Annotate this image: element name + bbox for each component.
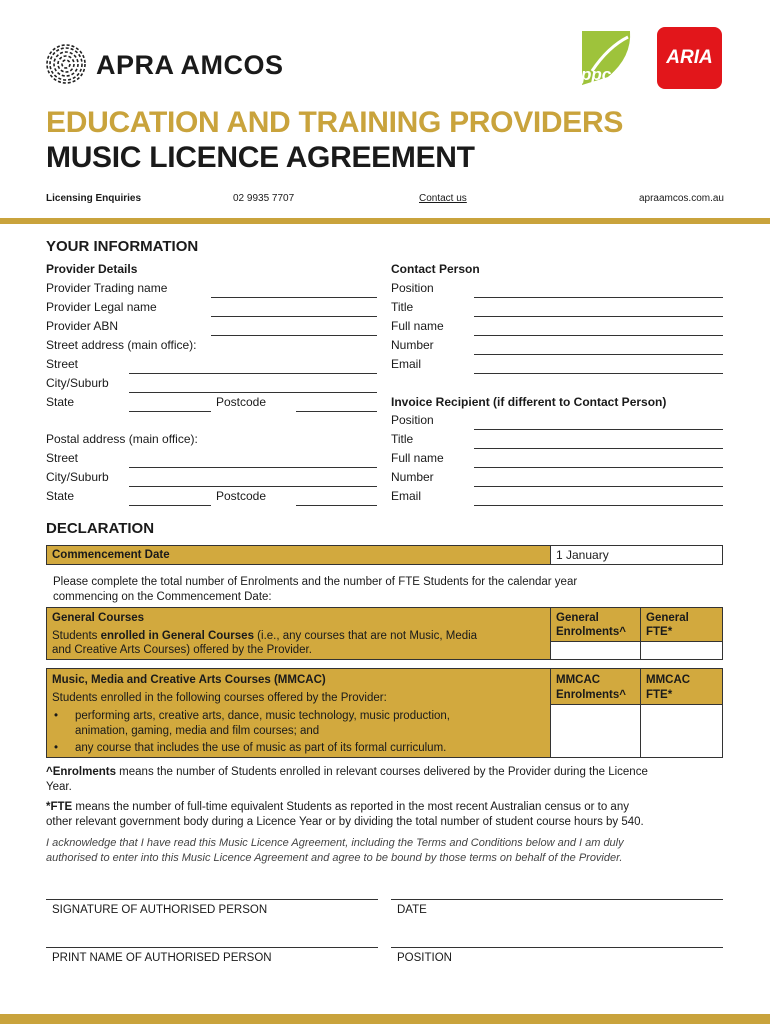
fte-note-text: means the number of full-time equivalent Students as reported in the most recent Australian census or to any [72, 801, 629, 813]
mmcac-fte-header [640, 668, 723, 705]
postcode-field[interactable] [296, 411, 377, 412]
date-field[interactable] [391, 899, 723, 900]
abn-label: Provider ABN [46, 319, 119, 333]
invoice-fullname-field[interactable] [474, 467, 723, 468]
postal-street-label: Street [46, 451, 79, 465]
mmcac-bullet1-line2: animation, gaming, media and film courses; and [75, 725, 320, 737]
general-enrolments-h2: Enrolments^ [556, 626, 626, 638]
contact-fullname-label: Full name [391, 319, 444, 333]
brand-name: APRA AMCOS [96, 50, 284, 80]
fte-note-line2: other relevant government body during a Licence Year or by dividing the total number of student course hours by 540. [46, 816, 644, 828]
general-fte-h1: General [646, 612, 689, 624]
fte-note [46, 800, 629, 814]
postal-state-label: State [46, 489, 75, 503]
contact-person-label: Contact Person [391, 262, 480, 276]
invoice-fullname-label: Full name [391, 451, 444, 465]
mmcac-fte-h2: FTE* [646, 689, 673, 701]
contact-number-label: Number [391, 338, 434, 352]
general-fte-header [640, 607, 723, 642]
general-enrolments-field[interactable] [550, 641, 641, 660]
provider-details-label: Provider Details [46, 262, 138, 276]
commencement-date-value: 1 January [556, 548, 609, 562]
fte-note-term: *FTE [46, 801, 73, 813]
mmcac-fte-field[interactable] [640, 704, 723, 758]
contact-number-field[interactable] [474, 354, 723, 355]
invoice-email-field[interactable] [474, 505, 723, 506]
legal-name-label: Provider Legal name [46, 300, 157, 314]
commencement-label: Commencement Date [52, 549, 170, 561]
ppca-logo-text: ppca [581, 65, 621, 84]
invoice-email-label: Email [391, 489, 422, 503]
contact-us-link[interactable]: Contact us [419, 193, 467, 204]
general-enrolments-h1: General [556, 612, 599, 624]
signature-label: SIGNATURE OF AUTHORISED PERSON [52, 904, 268, 916]
postal-street-field[interactable] [129, 467, 377, 468]
bullet-1: • [54, 710, 59, 722]
page-title-line2: MUSIC LICENCE AGREEMENT [46, 141, 475, 174]
street-field[interactable] [129, 373, 377, 374]
postal-address-label: Postal address (main office): [46, 432, 198, 446]
position-label: POSITION [397, 952, 452, 964]
mmcac-enrolments-h1: MMCAC [556, 674, 601, 686]
invoice-number-label: Number [391, 470, 434, 484]
city-field[interactable] [129, 392, 377, 393]
print-name-field[interactable] [46, 947, 378, 948]
commencement-label-cell [46, 545, 551, 565]
general-courses-desc [52, 629, 477, 643]
general-courses-cell [46, 607, 551, 660]
aria-logo-text: ARIA [666, 47, 713, 68]
postal-postcode-label: Postcode [216, 489, 267, 503]
licensing-enquiries-label: Licensing Enquiries [46, 193, 142, 204]
declaration-heading: DECLARATION [46, 520, 155, 537]
footer-divider [0, 1014, 770, 1024]
state-label: State [46, 395, 75, 409]
postcode-label: Postcode [216, 395, 267, 409]
your-information-heading: YOUR INFORMATION [46, 238, 199, 255]
mmcac-enrolments-h2: Enrolments^ [556, 689, 626, 701]
street-label: Street [46, 357, 79, 371]
general-courses-title: General Courses [52, 612, 145, 624]
general-fte-h2: FTE* [646, 626, 673, 638]
invoice-position-label: Position [391, 413, 434, 427]
date-label: DATE [397, 904, 427, 916]
invoice-title-field[interactable] [474, 448, 723, 449]
postal-state-field[interactable] [129, 505, 211, 506]
mmcac-courses-cell [46, 668, 551, 758]
ppca-logo [578, 27, 634, 89]
mmcac-bullet1-line1: performing arts, creative arts, dance, music technology, music production, [75, 710, 450, 722]
phone-number: 02 9935 7707 [233, 193, 295, 204]
signature-field[interactable] [46, 899, 378, 900]
city-label: City/Suburb [46, 376, 109, 390]
general-enrolments-header [550, 607, 641, 642]
apra-amcos-logo [46, 44, 296, 86]
postal-postcode-field[interactable] [296, 505, 377, 506]
general-fte-field[interactable] [640, 641, 723, 660]
contact-fullname-field[interactable] [474, 335, 723, 336]
enrolments-note-text: means the number of Students enrolled in relevant courses delivered by the Provider during the Licence [115, 766, 648, 778]
enrolments-note-line2: Year. [46, 781, 72, 793]
contact-position-label: Position [391, 281, 434, 295]
mmcac-fte-h1: MMCAC [646, 674, 691, 686]
position-field[interactable] [391, 947, 723, 948]
invoice-recipient-label: Invoice Recipient (if different to Contact Person) [391, 395, 667, 409]
fingerprint-icon [46, 44, 86, 84]
legal-name-field[interactable] [211, 316, 377, 317]
general-desc-c: (i.e., any courses that are not Music, Media [253, 630, 478, 642]
general-desc-a: Students [52, 630, 101, 642]
header-divider [0, 218, 770, 224]
trading-name-field[interactable] [211, 297, 377, 298]
abn-field[interactable] [211, 335, 377, 336]
instruction-line1: Please complete the total number of Enrolments and the number of FTE Students for the calendar year [53, 576, 578, 588]
instruction-line2: commencing on the Commencement Date: [53, 591, 272, 603]
website-url: apraamcos.com.au [638, 193, 724, 204]
contact-title-field[interactable] [474, 316, 723, 317]
postal-city-field[interactable] [129, 486, 377, 487]
street-address-label: Street address (main office): [46, 338, 197, 352]
bullet-2: • [54, 742, 59, 754]
contact-title-label: Title [391, 300, 414, 314]
commencement-date-field[interactable] [550, 545, 723, 565]
aria-logo [657, 27, 722, 89]
mmcac-enrolments-field[interactable] [550, 704, 641, 758]
postal-city-label: City/Suburb [46, 470, 109, 484]
page-title-line1: EDUCATION AND TRAINING PROVIDERS [46, 106, 624, 139]
mmcac-desc: Students enrolled in the following courses offered by the Provider: [52, 692, 387, 704]
trading-name-label: Provider Trading name [46, 281, 168, 295]
invoice-title-label: Title [391, 432, 414, 446]
mmcac-enrolments-header [550, 668, 641, 705]
invoice-position-field[interactable] [474, 429, 723, 430]
acknowledgement-line1: I acknowledge that I have read this Music Licence Agreement, including the Terms and Conditions below and I am duly [46, 837, 624, 849]
contact-email-label: Email [391, 357, 422, 371]
invoice-number-field[interactable] [474, 486, 723, 487]
state-field[interactable] [129, 411, 211, 412]
print-name-label: PRINT NAME OF AUTHORISED PERSON [52, 952, 272, 964]
mmcac-title: Music, Media and Creative Arts Courses (MMCAC) [52, 674, 326, 686]
enrolments-note [46, 765, 648, 779]
general-courses-desc-line2: and Creative Arts Courses) offered by the Provider. [52, 644, 312, 656]
general-desc-b: enrolled in General Courses [100, 630, 254, 642]
mmcac-bullet2: any course that includes the use of music as part of its formal curriculum. [75, 742, 447, 754]
contact-email-field[interactable] [474, 373, 723, 374]
enrolments-note-term: ^Enrolments [46, 766, 116, 778]
contact-position-field[interactable] [474, 297, 723, 298]
acknowledgement-line2: authorised to enter into this Music Licence Agreement and agree to be bound by those terms on behalf of the Provider. [46, 852, 623, 864]
